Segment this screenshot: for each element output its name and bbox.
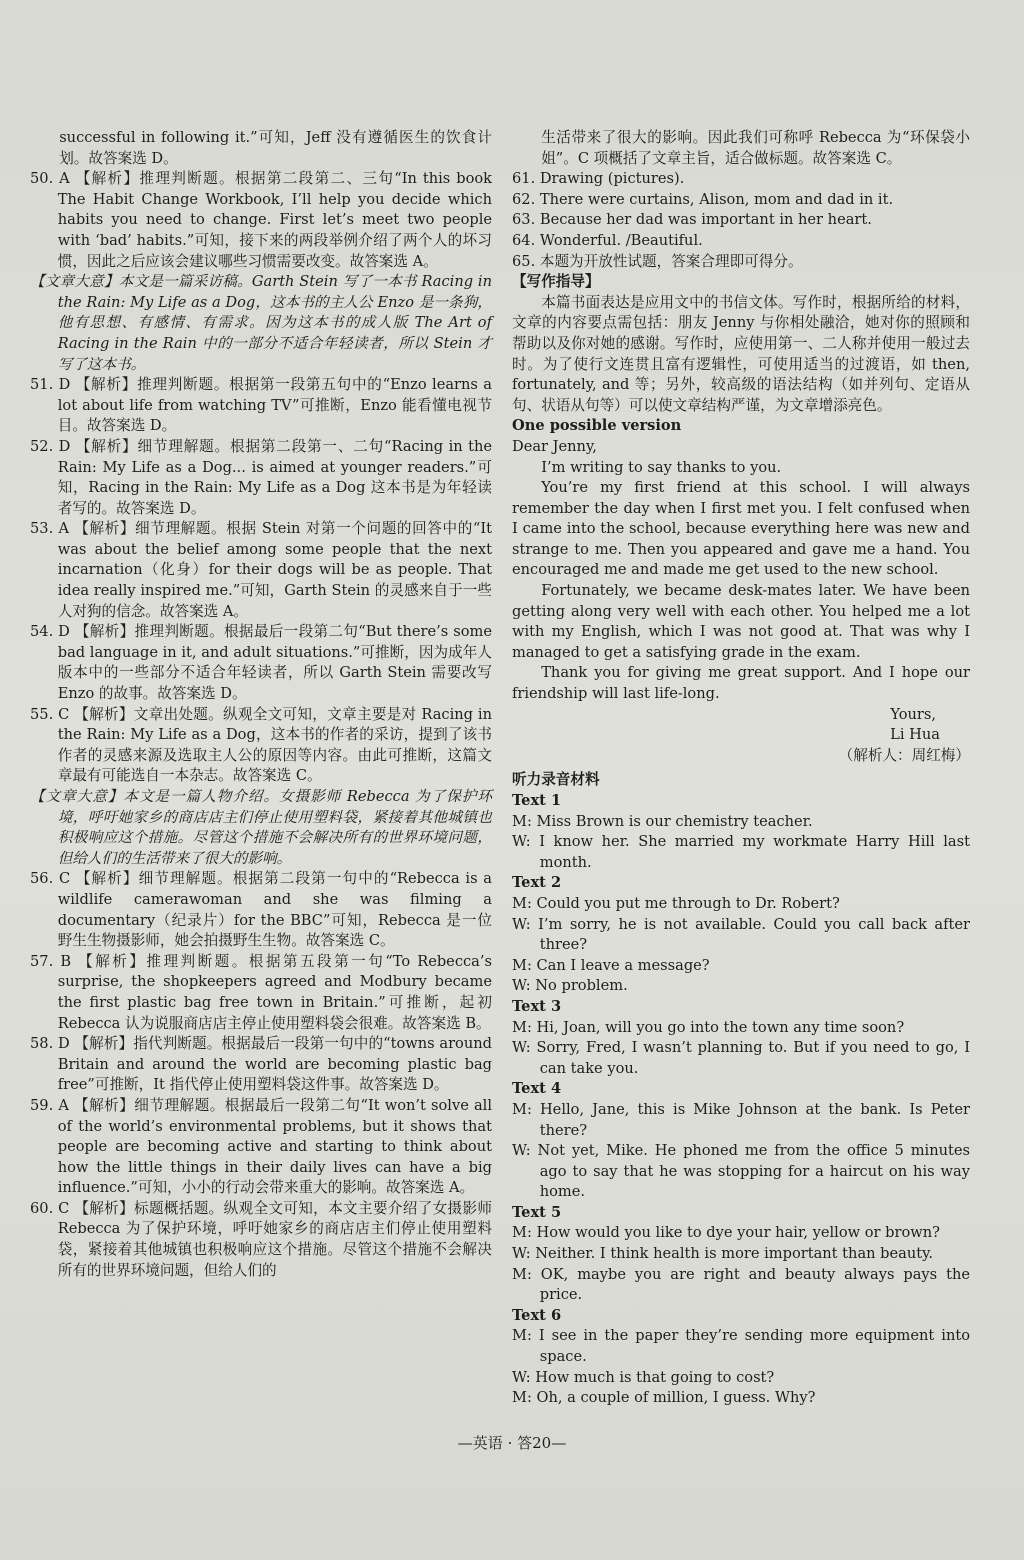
answer-51: 51. D 【解析】推理判断题。根据第一段第五句中的“Enzo learns a lot about life from watching TV”可推断，Enzo 能看懂电视节目。故答案选 D。 <box>30 376 492 435</box>
dialogue-line: W: No problem. <box>512 977 628 995</box>
letter-paragraph: You’re my first friend at this school. I will always remember the day when I first met you. I felt confused when I came into the school, because everything here was new and strange to me. Then you appeared and gave me a hand. You encouraged me and made me get used to the new school. <box>512 479 970 579</box>
answer-52: 52. D 【解析】细节理解题。根据第二段第一、二句“Racing in the Rain: My Life as a Dog... is aimed at younger readers.”可知，Racing in the Rain: My Life as a Dog 这本书是为年轻读者写的。故答案选 D。 <box>30 437 492 517</box>
text-title: Text 3 <box>512 997 562 1015</box>
dialogue-line: W: I know her. She married my workmate Harry Hill last month. <box>512 833 970 871</box>
letter-paragraph: I’m writing to say thanks to you. <box>541 458 782 476</box>
dialogue-line: M: OK, maybe you are right and beauty always pays the price. <box>512 1265 970 1304</box>
answer-57: 57. B 【解析】推理判断题。根据第五段第一句“To Rebecca’s surprise, the shopkeepers agreed and Modbury became the first plastic bag free town in Britain.”可推断，起初 Rebecca 认为说服商店店主停止使用塑料袋会很难。故答案选 B。 <box>30 952 492 1032</box>
article-summary-2: 【文章大意】本文是一篇人物介绍。女摄影师 Rebecca 为了保护环境，呼吁她家乡的商店店主们停止使用塑料袋，紧接着其他城镇也积极响应这个措施。尽管这个措施不会解决所有的世界环境问题，但给人们的生活带来了很大的影响。 <box>30 788 492 867</box>
dialogue-line: M: Oh, a couple of million, I guess. Why? <box>512 1389 816 1407</box>
dialogue-line: M: Hello, Jane, this is Mike Johnson at the bank. Is Peter there? <box>512 1100 970 1139</box>
dialogue-line: M: Could you put me through to Dr. Robert? <box>512 894 840 912</box>
article-summary-1: 【文章大意】本文是一篇采访稿。Garth Stein 写了一本书 Racing in the Rain: My Life as a Dog，这本书的主人公 Enzo 是一条狗，他有思想、有感情、有需求。因为这本书的成人版 The Art of Racing in the Rain 中的一部分不适合年轻读者，所以 Stein 才写了这本书。 <box>30 273 492 373</box>
dialogue-line: W: Not yet, Mike. He phoned me from the office 5 minutes ago to say that he was stopping for a haircut on his way home. <box>512 1142 970 1201</box>
writing-guide-body: 本篇书面表达是应用文中的书信文体。写作时，根据所给的材料，文章的内容要点需包括：朋友 Jenny 与你相处融洽，她对你的照顾和帮助以及你对她的感谢。写作时，应使用第一、二人称并使用一般过去时。为了使行文连贯且富有逻辑性，可使用适当的过渡语，如 then, fortunately, and 等；另外，较高级的语法结构（如并列句、定语从句、状语从句等）可以使文章结构严谨，为文章增添亮色。 <box>512 293 970 414</box>
letter-paragraph: Thank you for giving me great support. And I hope our friendship will last life-long. <box>512 664 970 703</box>
answer-58: 58. D 【解析】指代判断题。根据最后一段第一句中的“towns around Britain and around the world are becoming plastic bag free”可推断，It 指代停止使用塑料袋这件事。故答案选 D。 <box>30 1035 492 1094</box>
answer-64: 64. Wonderful. /Beautiful. <box>512 231 703 249</box>
dialogue-line: M: How would you like to dye your hair, yellow or brown? <box>512 1224 940 1242</box>
letter-salutation: Dear Jenny, <box>512 437 597 455</box>
answer-54: 54. D 【解析】推理判断题。根据最后一段第二句“But there’s some bad language in it, and adult situations.”可推断，因为成年人版本中的一些部分不适合年轻读者，所以 Garth Stein 需要改写 Enzo 的故事。故答案选 D。 <box>30 623 492 703</box>
dialogue-line: W: Sorry, Fred, I wasn’t planning to. But if you need to go, I can take you. <box>512 1039 970 1077</box>
answer-56: 56. C 【解析】细节理解题。根据第二段第一句中的“Rebecca is a wildlife camerawoman and she was filming a documentary（纪录片）for the BBC”可知，Rebecca 是一位野生生物摄影师，她会拍摄野生生物。故答案选 C。 <box>30 870 492 950</box>
answer-65: 65. 本题为开放性试题，答案合理即可得分。 <box>512 252 803 270</box>
analyst-credit: （解析人：周红梅） <box>838 746 970 764</box>
text-title: Text 4 <box>512 1080 562 1098</box>
answer-59: 59. A 【解析】细节理解题。根据最后一段第二句“It won’t solve all of the world’s environmental problems, but it shows that people are becoming active and starting to think about how the little things in their daily lives can have a big influence.”可知，小小的行动会带来重大的影响。故答案选 A。 <box>30 1096 492 1197</box>
answer-61: 61. Drawing (pictures). <box>512 170 685 188</box>
answer-53: 53. A 【解析】细节理解题。根据 Stein 对第一个问题的回答中的“It was about the belief among some people that the next incarnation（化身）for their dogs will be as people. That idea really inspired me.”可知，Garth Stein 的灵感来自于一些人对狗的信念。故答案选 A。 <box>30 520 492 620</box>
answer-60: 60. C 【解析】标题概括题。纵观全文可知，本文主要介绍了女摄影师 Rebecca 为了保护环境，呼吁她家乡的商店店主们停止使用塑料袋，紧接着其他城镇也积极响应这个措施。尽管这个措施不会解决所有的世界环境问题，但给人们的 <box>30 1199 492 1279</box>
listening-heading: 听力录音材料 <box>512 771 600 789</box>
sample-version-heading: One possible version <box>512 417 682 435</box>
dialogue-line: W: I’m sorry, he is not available. Could you call back after three? <box>512 915 970 954</box>
left-column <box>30 128 492 1281</box>
text-title: Text 5 <box>512 1203 562 1221</box>
text-title: Text 6 <box>512 1306 562 1324</box>
letter-paragraph: Fortunately, we became desk-mates later. We have been getting along very well with each other. You helped me a lot with my English, which I was not good at. That was why I managed to get a satisfying grade in the exam. <box>512 582 970 661</box>
page-footer: —英语 · 答20— <box>457 1434 567 1452</box>
dialogue-line: W: How much is that going to cost? <box>512 1368 775 1386</box>
dialogue-line: M: Miss Brown is our chemistry teacher. <box>512 812 813 830</box>
answer-60-continuation: 生活带来了很大的影响。因此我们可称呼 Rebecca 为“环保袋小姐”。C 项概括了文章主旨，适合做标题。故答案选 C。 <box>541 129 970 167</box>
text-title: Text 1 <box>512 792 562 809</box>
answer-55: 55. C 【解析】文章出处题。纵观全文可知，文章主要是对 Racing in the Rain: My Life as a Dog，这本书的作者的采访，提到了该书作者的灵感来源及选取主人公的原因等内容。由此可推断，这篇文章最有可能选自一本杂志。故答案选 C。 <box>30 705 492 785</box>
right-column <box>512 128 970 1409</box>
writing-guide-heading: 【写作指导】 <box>512 273 600 291</box>
text-title: Text 2 <box>512 874 562 892</box>
answer-continuation: successful in following it.”可知，Jeff 没有遵循医生的饮食计划。故答案选 D。 <box>59 129 492 167</box>
letter-closing: Yours, <box>890 705 936 723</box>
dialogue-line: M: Can I leave a message? <box>512 956 710 974</box>
letter-signature: Li Hua <box>890 726 940 744</box>
dialogue-line: M: I see in the paper they’re sending more equipment into space. <box>512 1327 970 1366</box>
dialogue-line: M: Hi, Joan, will you go into the town any time soon? <box>512 1018 905 1036</box>
answer-63: 63. Because her dad was important in her heart. <box>512 211 872 229</box>
answer-62: 62. There were curtains, Alison, mom and dad in it. <box>512 190 894 208</box>
sample-letter <box>512 437 970 767</box>
answer-50: 50. A 【解析】推理判断题。根据第二段第二、三句“In this book The Habit Change Workbook, I’ll help you decide which habits you need to change. First let’s meet two people with ‘bad’ habits.”可知，接下来的两段举例介绍了两个人的坏习惯，因此之后应该会建议哪些习惯需要改变。故答案选 A。 <box>30 170 492 270</box>
dialogue-line: W: Neither. I think health is more important than beauty. <box>512 1245 934 1263</box>
